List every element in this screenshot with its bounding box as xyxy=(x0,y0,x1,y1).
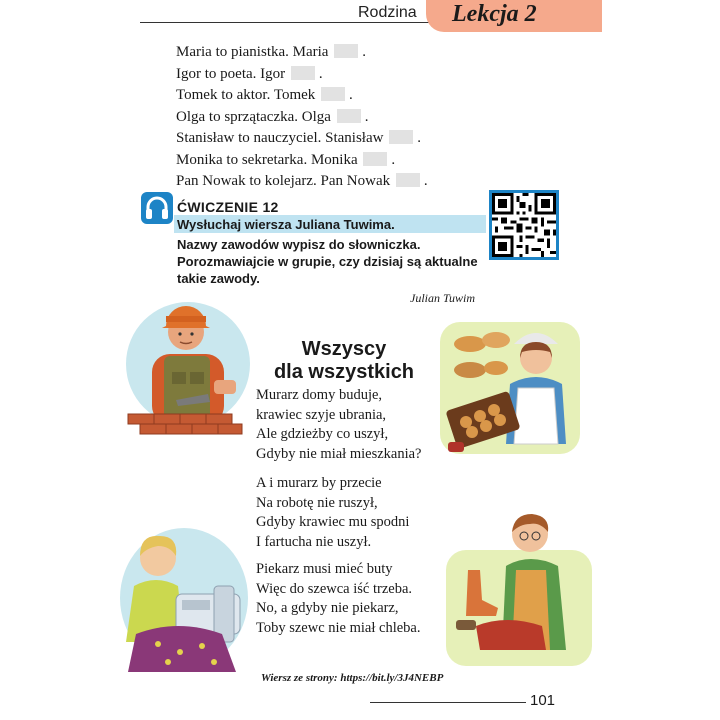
poem-line: Ale gdzieżby co uszył, xyxy=(256,426,389,442)
sentence-item xyxy=(176,42,428,64)
qr-code[interactable] xyxy=(489,190,559,260)
poem-title-line: Wszyscy xyxy=(301,338,387,360)
answer-blank[interactable] xyxy=(389,130,413,144)
sentence-end: . xyxy=(349,87,353,103)
sentence-item xyxy=(176,128,428,150)
sentence-end: . xyxy=(417,130,421,146)
header-rule xyxy=(140,22,440,23)
exercise-line: Porozmawiajcie w grupie, czy dzisiaj są aktualne xyxy=(177,254,478,269)
poem-title-line: dla wszystkich xyxy=(273,361,415,383)
sentence-end: . xyxy=(391,151,396,168)
answer-blank[interactable] xyxy=(363,152,387,166)
poem-title xyxy=(256,338,432,384)
page-number: 101 xyxy=(530,692,556,709)
source-link[interactable]: Wiersz ze strony: https://bit.ly/3J4NEBP xyxy=(261,672,444,684)
seamstress-illustration xyxy=(118,522,252,674)
sentence-text: Olga to sprzątaczka. Olga xyxy=(176,108,331,125)
answer-blank[interactable] xyxy=(396,173,420,187)
footer-rule xyxy=(370,702,526,703)
sentence-end: . xyxy=(423,173,428,189)
sentence-text: Monika to sekretarka. Monika xyxy=(176,151,358,168)
baker-illustration xyxy=(440,314,580,458)
poem-line: Na robotę nie ruszył, xyxy=(256,494,378,511)
sentence-item xyxy=(176,85,428,107)
shoemaker-illustration xyxy=(446,510,592,670)
exercise-line: takie zawody. xyxy=(177,271,260,286)
sentence-end: . xyxy=(362,44,366,60)
poem-stanza xyxy=(256,386,422,464)
poem-stanza xyxy=(256,560,420,638)
sentence-text: Tomek to aktor. Tomek xyxy=(176,87,316,103)
sentence-item xyxy=(176,107,428,129)
sentence-text: Pan Nowak to kolejarz. Pan Nowak xyxy=(176,173,391,189)
lesson-title: Lekcja 2 xyxy=(452,1,537,27)
poem-author: Julian Tuwim xyxy=(410,291,476,305)
poem-line: Piekarz musi mieć buty xyxy=(256,561,393,577)
poem-line: No, a gdyby nie piekarz, xyxy=(256,600,399,616)
sentence-text: Igor to poeta. Igor xyxy=(176,65,286,82)
sentence-item xyxy=(176,150,428,172)
poem-line: Więc do szewca iść trzeba. xyxy=(256,580,413,597)
sentence-item xyxy=(176,64,428,86)
sentence-end: . xyxy=(318,65,323,82)
poem-stanza xyxy=(256,474,409,552)
answer-blank[interactable] xyxy=(321,87,345,101)
poem-line: Gdyby nie miał mieszkania? xyxy=(256,445,422,462)
exercise-line: Nazwy zawodów wypisz do słowniczka. xyxy=(177,237,421,252)
sentence-end: . xyxy=(364,108,369,125)
poem-line: A i murarz by przecie xyxy=(256,475,382,491)
poem-line: Murarz domy buduje, xyxy=(256,387,383,403)
exercise-title: ĆWICZENIE 12 xyxy=(177,199,279,215)
section-title: Rodzina xyxy=(358,4,417,21)
sentence-list xyxy=(176,42,428,193)
poem-line: krawiec szyje ubrania, xyxy=(256,406,387,423)
exercise-instruction: Wysłuchaj wiersza Juliana Tuwima. xyxy=(177,217,395,232)
sentence-text: Maria to pianistka. Maria xyxy=(176,44,329,60)
answer-blank[interactable] xyxy=(334,44,358,58)
headphones-icon[interactable] xyxy=(141,192,173,224)
answer-blank[interactable] xyxy=(291,66,315,80)
sentence-text: Stanisław to nauczyciel. Stanisław xyxy=(176,130,384,146)
bricklayer-illustration xyxy=(122,294,250,446)
poem-line: Gdyby krawiec mu spodni xyxy=(256,514,410,530)
answer-blank[interactable] xyxy=(337,109,361,123)
poem-line: Toby szewc nie miał chleba. xyxy=(256,619,421,636)
poem-line: I fartucha nie uszył. xyxy=(256,533,372,550)
sentence-item xyxy=(176,171,428,193)
